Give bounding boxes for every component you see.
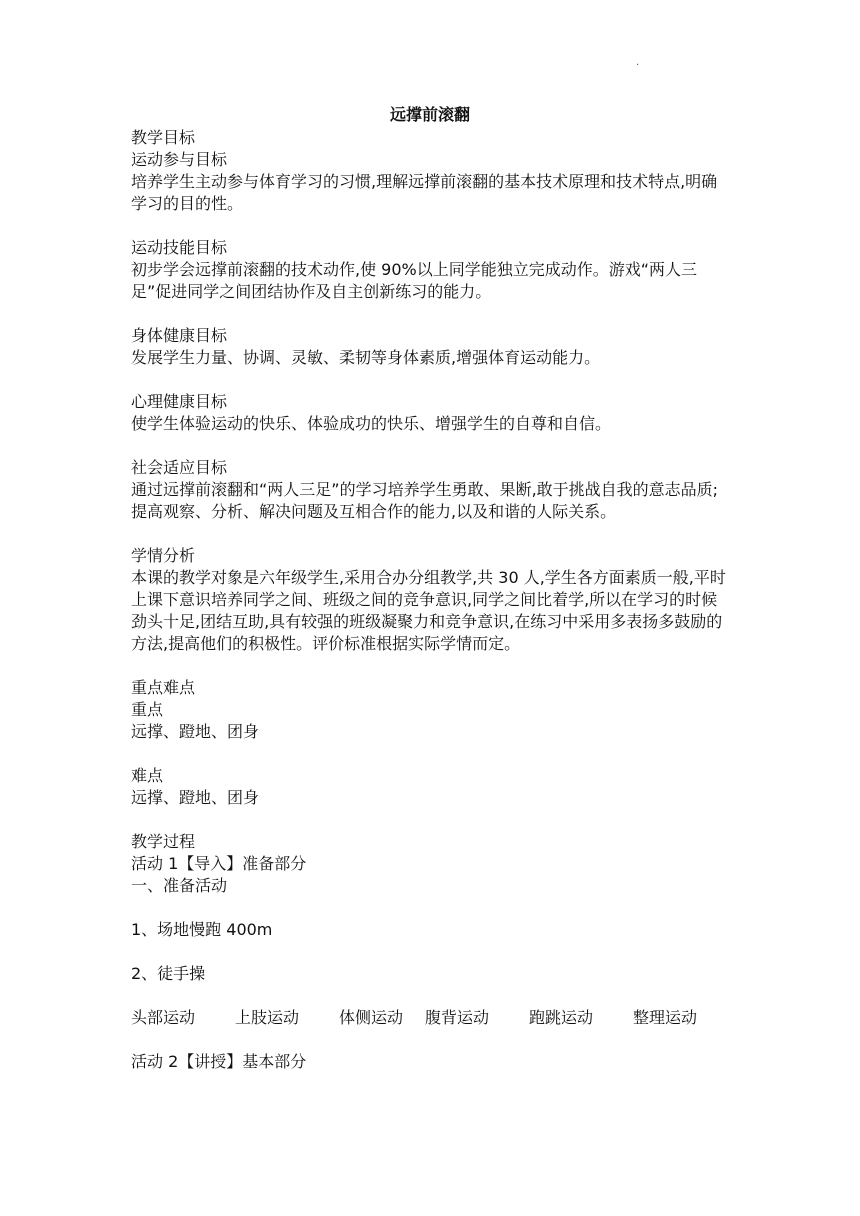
activity-1: 活动 1【导入】准备部分 [131,854,307,873]
exercise-item: 上肢运动 [235,1008,300,1027]
document-title: 远撑前滚翻 [389,105,470,124]
analysis-text: 本课的教学对象是六年级学生,采用合办分组教学,共 30 人,学生各方面素质一般,平时上课下意识培养同学之间、班级之间的竞争意识,同学之间比着学,所以在学习的时候劲头十足,团结互助,具有较强的班级凝聚力和竞争意识,在练习中采用多表扬多鼓励的方法,提高他们的积极性。评价标准根据实际学情而定。 [131,568,726,653]
skill-heading: 运动技能目标 [131,238,228,257]
key-point-text: 远撑、蹬地、团身 [131,722,260,741]
document-body [131,127,731,1073]
exercise-item: 跑跳运动 [529,1008,594,1027]
key-point-label: 重点 [131,700,164,719]
participation-text: 培养学生主动参与体育学习的习惯,理解远撑前滚翻的基本技术原理和技术特点,明确学习的目的性。 [131,172,718,213]
skill-text: 初步学会远撑前滚翻的技术动作,使 90%以上同学能独立完成动作。游戏“两人三足”促进同学之间团结协作及自主创新练习的能力。 [131,260,698,301]
corner-mark: . [636,57,640,68]
participation-heading: 运动参与目标 [131,150,228,169]
prep-heading: 一、准备活动 [131,876,228,895]
difficulty-text: 远撑、蹬地、团身 [131,788,260,807]
health-heading: 身体健康目标 [131,326,228,345]
teaching-goal-heading: 教学目标 [131,128,196,147]
process-heading: 教学过程 [131,832,196,851]
analysis-heading: 学情分析 [131,546,196,565]
exercise-item: 整理运动 [633,1008,698,1027]
exercise-item: 腹背运动 [425,1008,490,1027]
social-heading: 社会适应目标 [131,458,228,477]
step-2: 2、徒手操 [131,964,206,983]
health-text: 发展学生力量、协调、灵敏、柔韧等身体素质,增强体育运动能力。 [131,348,601,367]
activity-2: 活动 2【讲授】基本部分 [131,1052,307,1071]
key-heading: 重点难点 [131,678,196,697]
exercise-item: 头部运动 [131,1008,196,1027]
exercise-item: 体侧运动 [339,1008,404,1027]
social-text: 通过远撑前滚翻和“两人三足”的学习培养学生勇敢、果断,敢于挑战自我的意志品质;提高观察、分析、解决问题及互相合作的能力,以及和谐的人际关系。 [131,480,719,521]
mental-text: 使学生体验运动的快乐、体验成功的快乐、增强学生的自尊和自信。 [131,414,612,433]
difficulty-label: 难点 [131,766,164,785]
step-1: 1、场地慢跑 400m [131,920,273,939]
mental-heading: 心理健康目标 [131,392,228,411]
exercise-list [131,1007,731,1029]
